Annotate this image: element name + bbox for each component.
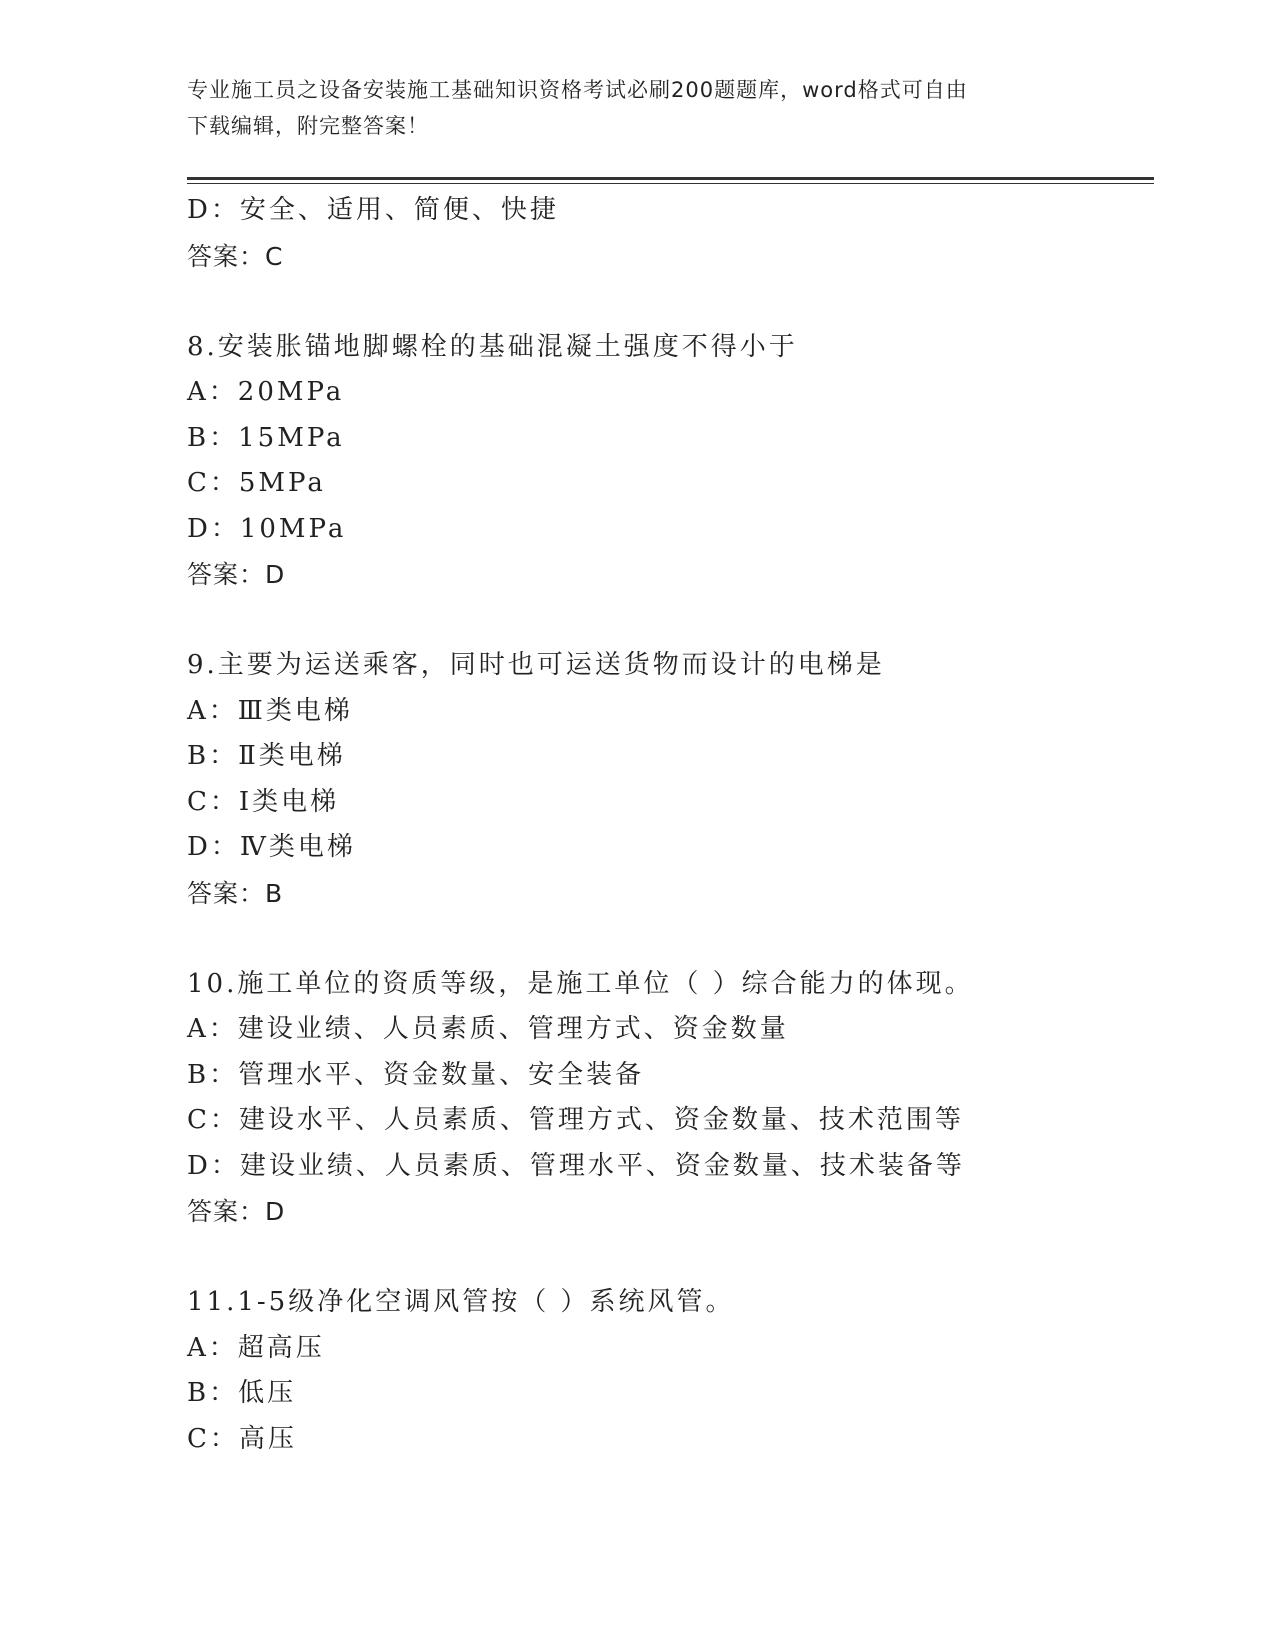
prev-option-d: D：安全、适用、简便、快捷 <box>187 195 559 225</box>
question-10 <box>187 962 1154 1235</box>
spacer <box>187 279 1154 325</box>
option-c: C：Ⅰ类电梯 <box>187 786 340 817</box>
header-line-2: 下载编辑，附完整答案！ <box>187 114 429 138</box>
prev-answer: 答案：C <box>187 241 284 271</box>
option-a: A：超高压 <box>187 1332 325 1363</box>
option-d: D：建设业绩、人员素质、管理水平、资金数量、技术装备等 <box>187 1150 965 1181</box>
header-divider-thin <box>187 183 1154 184</box>
option-c: C：建设水平、人员素质、管理方式、资金数量、技术范围等 <box>187 1105 964 1135</box>
question-9 <box>187 643 1154 916</box>
option-c: C：5MPa <box>187 468 326 498</box>
spacer <box>187 916 1154 962</box>
option-a: A：Ⅲ类电梯 <box>187 695 353 726</box>
option-d: D：10MPa <box>187 513 347 544</box>
question-stem: 8.安装胀锚地脚螺栓的基础混凝土强度不得小于 <box>187 331 798 362</box>
option-a: A：建设业绩、人员素质、管理方式、资金数量 <box>187 1014 789 1044</box>
answer: 答案：B <box>187 878 284 908</box>
spacer <box>187 1235 1154 1281</box>
document-header <box>187 72 1087 144</box>
question-stem: 9.主要为运送乘客，同时也可运送货物而设计的电梯是 <box>187 650 885 680</box>
question-stem: 11.1-5级净化空调风管按（ ）系统风管。 <box>187 1287 735 1317</box>
question-stem: 10.施工单位的资质等级，是施工单位（ ）综合能力的体现。 <box>187 968 974 999</box>
option-b: B：低压 <box>187 1378 297 1408</box>
header-line-1: 专业施工员之设备安装施工基础知识资格考试必刷200题题库，word格式可自由 <box>187 78 968 102</box>
option-b: B：管理水平、资金数量、安全装备 <box>187 1059 645 1090</box>
question-8 <box>187 325 1154 598</box>
header-divider-thick <box>187 177 1154 180</box>
option-b: B：Ⅱ类电梯 <box>187 741 346 771</box>
option-d: D：Ⅳ类电梯 <box>187 832 356 862</box>
option-b: B：15MPa <box>187 422 345 453</box>
option-a: A：20MPa <box>187 377 345 407</box>
spacer <box>187 598 1154 644</box>
answer: 答案：D <box>187 560 286 589</box>
question-11 <box>187 1280 1154 1462</box>
option-c: C：高压 <box>187 1423 297 1454</box>
answer: 答案：D <box>187 1197 286 1226</box>
question-list <box>187 188 1154 1462</box>
